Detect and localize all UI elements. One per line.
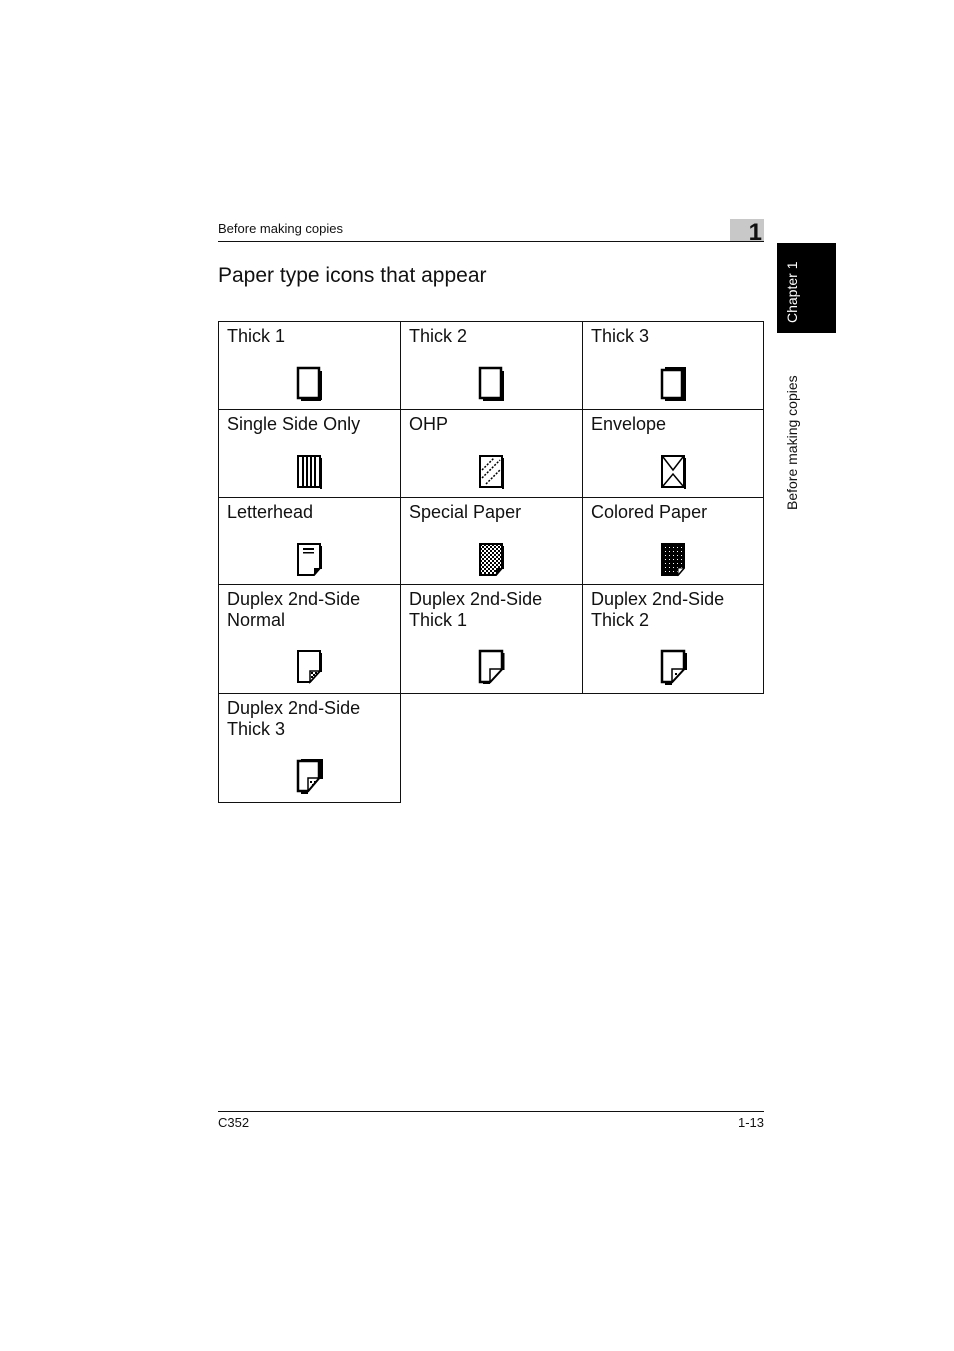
cell-label: Duplex 2nd-Side Thick 2 bbox=[591, 589, 725, 630]
side-section-label: Before making copies bbox=[784, 375, 800, 510]
table-cell bbox=[218, 693, 401, 803]
envelope-icon bbox=[660, 454, 688, 490]
table-cell bbox=[218, 409, 401, 498]
header-rule bbox=[218, 241, 764, 242]
cell-label: Duplex 2nd-Side Thick 3 bbox=[227, 698, 361, 739]
duplex-thick-1-icon bbox=[478, 649, 506, 685]
table-cell bbox=[582, 584, 764, 694]
special-paper-icon bbox=[478, 542, 506, 578]
cell-label: Thick 1 bbox=[227, 326, 286, 346]
table-cell bbox=[400, 497, 583, 585]
table-cell bbox=[400, 584, 583, 694]
single-side-only-icon bbox=[296, 454, 324, 490]
footer-rule bbox=[218, 1111, 764, 1112]
cell-label: Colored Paper bbox=[591, 502, 708, 522]
letterhead-icon bbox=[296, 542, 324, 578]
thick-1-icon bbox=[296, 366, 324, 402]
thick-3-icon bbox=[660, 366, 688, 402]
cell-label: Special Paper bbox=[409, 502, 522, 522]
table-cell bbox=[582, 497, 764, 585]
cell-label: OHP bbox=[409, 414, 449, 434]
cell-label: Single Side Only bbox=[227, 414, 361, 434]
table-cell bbox=[582, 321, 764, 410]
duplex-thick-3-icon bbox=[296, 758, 324, 794]
chapter-number-box bbox=[730, 219, 764, 246]
cell-label: Letterhead bbox=[227, 502, 314, 522]
duplex-normal-icon bbox=[296, 649, 324, 685]
cell-label: Duplex 2nd-Side Thick 1 bbox=[409, 589, 543, 630]
duplex-thick-2-icon bbox=[660, 649, 688, 685]
table-cell bbox=[218, 321, 401, 410]
table-cell bbox=[218, 497, 401, 585]
running-header: Before making copies bbox=[218, 221, 344, 236]
table-cell bbox=[400, 409, 583, 498]
table-cell bbox=[400, 321, 583, 410]
chapter-number: 1 bbox=[748, 219, 762, 246]
footer-model: C352 bbox=[218, 1115, 250, 1130]
paper-type-icon-table bbox=[218, 321, 764, 803]
page-title: Paper type icons that appear bbox=[218, 264, 487, 287]
table-cell bbox=[582, 409, 764, 498]
ohp-icon bbox=[478, 454, 506, 490]
cell-label: Thick 2 bbox=[409, 326, 468, 346]
table-cell bbox=[218, 584, 401, 694]
chapter-tab-label: Chapter 1 bbox=[784, 261, 800, 323]
page-number: 1-13 bbox=[737, 1115, 764, 1130]
colored-paper-icon bbox=[660, 542, 688, 578]
cell-label: Thick 3 bbox=[591, 326, 650, 346]
cell-label: Duplex 2nd-Side Normal bbox=[227, 589, 361, 630]
cell-label: Envelope bbox=[591, 414, 667, 434]
thick-2-icon bbox=[478, 366, 506, 402]
